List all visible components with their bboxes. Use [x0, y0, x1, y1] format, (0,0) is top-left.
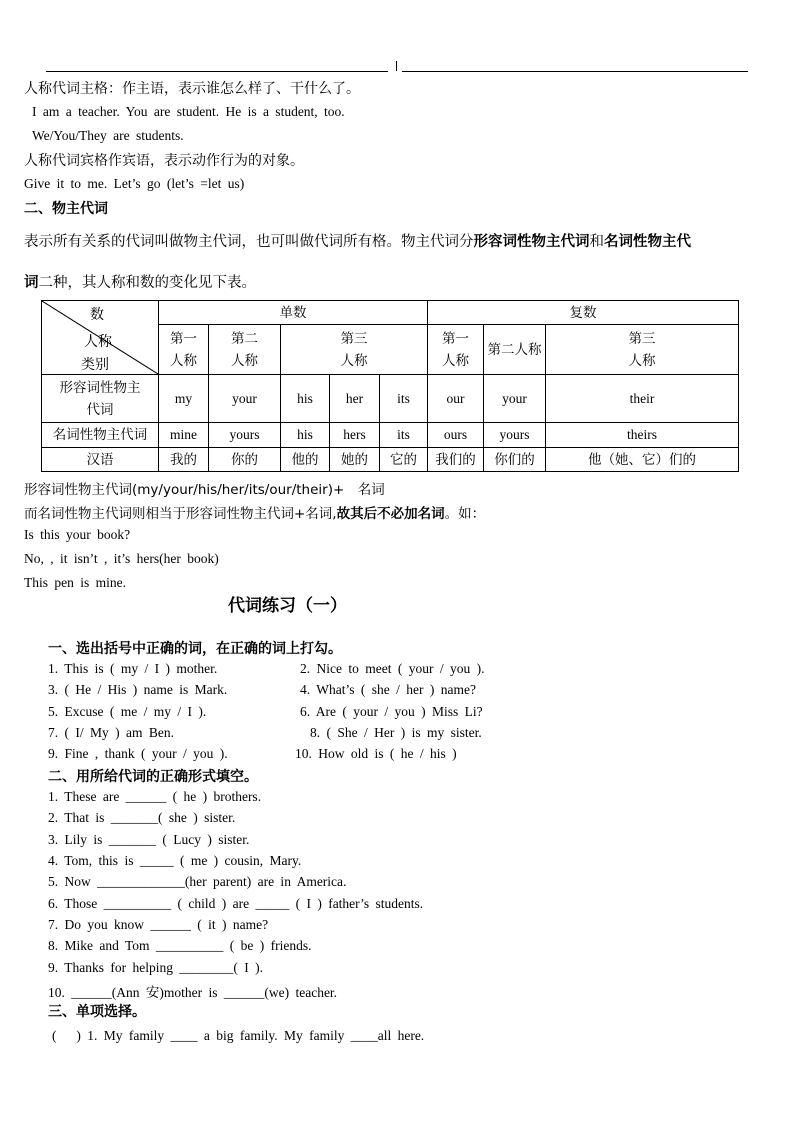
section2-desc-line2	[24, 271, 256, 292]
part1-item: 10. How old is ( he / his )	[295, 746, 457, 761]
table-cell: hers	[330, 423, 380, 448]
note-example-2: No, , it isn’t , it’s hers(her book)	[24, 551, 219, 566]
note-adjectival: 形容词性物主代词(my/your/his/her/its/our/their)+ 名词	[24, 482, 385, 498]
object-example: Give it to me. Let’s go (let’s =let us)	[24, 176, 245, 191]
part2-item: 2. That is _______( she ) sister.	[48, 810, 236, 825]
desc-bold-tail: 词	[24, 275, 39, 291]
table-cell: your	[484, 375, 546, 423]
p1-a: 第一	[170, 330, 197, 347]
desc-part-a: 表示所有关系的代词叫做物主代词，也可叫做代词所有格。物主代词分	[24, 234, 474, 250]
part1-item: 7. ( I/ My ) am Ben.	[48, 725, 174, 740]
note-example-1: Is this your book?	[24, 527, 131, 542]
header-first-person	[159, 325, 209, 375]
p2-b: 人称	[231, 352, 258, 369]
part1-item: 6. Are ( your / you ) Miss Li?	[300, 704, 483, 719]
row-label-chinese: 汉语	[42, 448, 159, 472]
table-cell: 他（她、它）们的	[546, 448, 739, 472]
section2-desc-line1	[24, 230, 691, 251]
table-cell: 她的	[330, 448, 380, 472]
part2-item: 6. Those __________ ( child ) are _____ ( I ) father’s students.	[48, 896, 424, 911]
header-third-person	[281, 325, 428, 375]
table-cell: 它的	[380, 448, 428, 472]
desc-part-d: 二种，其人称和数的变化见下表。	[38, 275, 256, 291]
desc-bold-adj: 形容词性物主代词	[473, 234, 590, 250]
pl3-a: 第三	[628, 330, 656, 347]
note-example-3: This pen is mine.	[24, 575, 126, 590]
part1-item: 5. Excuse ( me / my / I ).	[48, 704, 207, 719]
subject-example-1: I am a teacher. You are student. He is a student, too.	[32, 104, 345, 119]
pl1-b: 人称	[442, 352, 470, 369]
part2-item: 1. These are ______ ( he ) brothers.	[48, 789, 262, 804]
header-plural-second: 第二人称	[484, 325, 546, 375]
part2-item: 4. Tom, this is _____ ( me ) cousin, Mary.	[48, 853, 302, 868]
part3-heading: 三、单项选择。	[48, 1004, 146, 1020]
table-cell: 你的	[209, 448, 281, 472]
object-case-rule: 人称代词宾格作宾语，表示动作行为的对象。	[24, 153, 304, 169]
part2-item: 7. Do you know ______ ( it ) name?	[48, 917, 269, 932]
part1-item: 1. This is ( my / I ) mother.	[48, 661, 218, 676]
p3-a: 第三	[340, 330, 368, 347]
possessive-pronoun-table	[41, 300, 739, 472]
pl3-b: 人称	[628, 352, 656, 369]
adj-label-a: 形容词性物主	[59, 379, 141, 396]
row-nominal	[42, 423, 739, 448]
table-cell: mine	[159, 423, 209, 448]
table-cell: ours	[428, 423, 484, 448]
table-cell: 他的	[281, 448, 330, 472]
corner-label-number: 数	[90, 307, 104, 323]
part1-item: 3. ( He / His ) name is Mark.	[48, 682, 228, 697]
desc-part-c: 和	[589, 234, 604, 250]
note-nominal-bold: 故其后不必加名词	[336, 506, 445, 522]
row-chinese	[42, 448, 739, 472]
table-cell: our	[428, 375, 484, 423]
section2-heading: 二、物主代词	[24, 201, 108, 217]
p3-b: 人称	[340, 352, 368, 369]
p1-b: 人称	[170, 352, 197, 369]
part2-item: 10. ______(Ann 安)mother is ______(we) teacher.	[48, 985, 338, 1000]
table-cell: her	[330, 375, 380, 423]
part1-item: 4. What’s ( she / her ) name?	[300, 682, 476, 697]
part2-item: 3. Lily is _______ ( Lucy ) sister.	[48, 832, 250, 847]
part2-item: 9. Thanks for helping ________( I ).	[48, 960, 263, 975]
table-cell: theirs	[546, 423, 739, 448]
table-cell: yours	[484, 423, 546, 448]
header-rule-right	[402, 71, 748, 72]
header-rule-left	[46, 71, 388, 72]
header-plural-third	[546, 325, 739, 375]
header-plural: 复数	[428, 301, 739, 325]
part2-heading: 二、用所给代词的正确形式填空。	[48, 769, 258, 785]
part1-item: 9. Fine , thank ( your / you ).	[48, 746, 228, 761]
row-adjectival	[42, 375, 739, 423]
header-singular: 单数	[159, 301, 428, 325]
row-label-nominal: 名词性物主代词	[42, 423, 159, 448]
part2-item: 8. Mike and Tom __________ ( be ) friends.	[48, 938, 312, 953]
table-cell: his	[281, 375, 330, 423]
table-cell: my	[159, 375, 209, 423]
row-label-adjectival	[42, 375, 159, 423]
header-second-person	[209, 325, 281, 375]
subject-case-rule: 人称代词主格：作主语，表示谁怎么样了、干什么了。	[24, 81, 360, 97]
note-nominal-a: 而名词性物主代词则相当于形容词性物主代词+名词,	[24, 506, 337, 522]
part1-heading: 一、选出括号中正确的词，在正确的词上打勾。	[48, 641, 342, 657]
header-plural-first	[428, 325, 484, 375]
table-cell: their	[546, 375, 739, 423]
table-cell: your	[209, 375, 281, 423]
table-cell: 我的	[159, 448, 209, 472]
part2-item: 5. Now _____________(her parent) are in America.	[48, 874, 347, 889]
table-cell: its	[380, 423, 428, 448]
table-cell: its	[380, 375, 428, 423]
subject-example-2: We/You/They are students.	[32, 128, 184, 143]
note-nominal-c: 。如：	[444, 506, 486, 522]
table-cell: yours	[209, 423, 281, 448]
table-cell: 你们的	[484, 448, 546, 472]
note-nominal	[24, 502, 485, 522]
part1-item: 8. ( She / Her ) is my sister.	[310, 725, 482, 740]
part3-item: ( ) 1. My family ____ a big family. My family ____all here.	[52, 1028, 425, 1043]
corner-label-category: 类别	[81, 357, 109, 373]
adj-label-b: 代词	[86, 401, 114, 418]
exercise-title: 代词练习（一）	[228, 596, 347, 616]
p2-a: 第二	[231, 330, 258, 347]
table-cell: his	[281, 423, 330, 448]
corner-label-person: 人称	[84, 334, 112, 350]
part1-item: 2. Nice to meet ( your / you ).	[300, 661, 485, 676]
table-cell: 我们的	[428, 448, 484, 472]
desc-bold-noun: 名词性物主代	[604, 234, 691, 250]
pl1-a: 第一	[442, 330, 470, 347]
header-rule-mark	[396, 61, 397, 71]
